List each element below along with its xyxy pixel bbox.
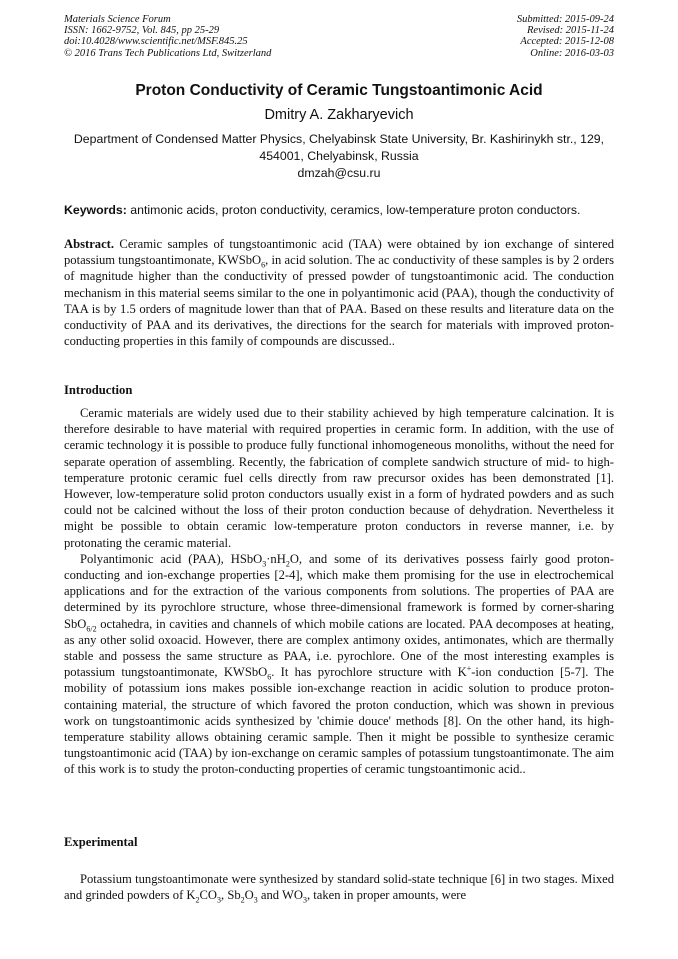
text-run: octahedra, in cavities and channels of which mobile cations are located. PAA decomposes at heating, as any other solid oxoacid. However, there are complex antimony oxides, antimonates, which are thermally stable and possess the same structure as PAA, i.e. pyrochlore. One of the most interesting examples is potassium tungstoantimonate, KWSbO (64, 616, 614, 680)
author-email[interactable]: dmzah@csu.ru (297, 166, 381, 180)
subscript: 6/2 (86, 624, 97, 634)
paragraph (64, 871, 614, 903)
paragraph (64, 551, 614, 778)
keywords-text: antimonic acids, proton conductivity, ceramics, low-temperature proton conductors. (130, 203, 581, 217)
text-run: O (244, 888, 254, 903)
online-date: Online: 2016-03-03 (530, 47, 614, 59)
keywords (64, 203, 624, 217)
subscript: 2 (195, 895, 200, 905)
issn: ISSN: 1662-9752, Vol. 845, pp 25-29 (64, 25, 220, 37)
dates-info (517, 14, 614, 59)
abstract-label: Abstract. (64, 237, 115, 251)
author-name: Dmitry A. Zakharyevich (264, 107, 414, 123)
text-run: Potassium tungstoantimonate were synthesized by standard solid-state technique [6] in two stages. Mixed and grinded powders of K (64, 872, 614, 903)
subscript: 3 (262, 559, 267, 569)
revised-date: Revised: 2015-11-24 (527, 25, 614, 37)
subscript: 6 (267, 672, 272, 682)
affiliation: Department of Condensed Matter Physics, Chelyabinsk State University, Br. Kashirinykh str., 129, 454001, Chelyabinsk, Russia (73, 132, 605, 163)
journal-name: Materials Science Forum (64, 14, 171, 25)
experimental-body (64, 871, 614, 903)
abstract (64, 236, 614, 349)
submitted-date: Submitted: 2015-09-24 (516, 14, 614, 25)
section-heading-experimental: Experimental (64, 835, 138, 849)
text-run: O, and some of its derivatives possess fairly good proton-conducting and ion-exchange properties [2-4], which make them promising for the use in electrochemical applications and for the extraction of the various components from solutions. The properties of PAA are determined by its pyrochlore structure, whose three-dimensional framework is formed by corner-sharing SbO (64, 551, 614, 631)
text-run: ·nH (266, 551, 286, 566)
text-run: -ion conduction [5-7]. The mobility of potassium ions makes possible ion-exchange reaction in acidic solution to produce proton-containing material, the structure of which favored the proton conduction, which was shown in previous work on tungstoantimonic acids synthesized by 'chimie douce' methods [8]. On the other hand, its high-temperature stability allows obtaining ceramic sample. Then it might be possible to synthesize ceramic tungstoantimonic acid (TAA) by ion-exchange on ceramic samples of potassium tungstoantimonate. The aim of this work is to study the proton-conducting properties of ceramic tungstoantimonic acid.. (64, 665, 614, 777)
paper-title: Proton Conductivity of Ceramic Tungstoantimonic Acid (135, 82, 543, 99)
subscript: 3 (253, 895, 258, 905)
abstract-text: , in acid solution. The ac conductivity of these samples is by 2 orders of magnitude higher than the conductivity of pressed powder of tungstoantimonic acid. The conduction mechanism in this material seems similar to the one in polyantimonic acid (PAA), though the conductivity of TAA is by 1.5 orders of magnitude lower than that of PAA. Based on these results and literature data on the conductivity of PAA and its derivatives, the directions for the search for materials with improved proton-conducting properties in this family of compounds are discussed.. (64, 253, 614, 349)
subscript: 3 (302, 895, 307, 905)
section-heading-introduction: Introduction (64, 383, 133, 397)
journal-info (64, 14, 271, 59)
doi[interactable]: doi:10.4028/www.scientific.net/MSF.845.25 (64, 36, 248, 48)
text-run: , taken in proper amounts, were (306, 888, 467, 903)
text-run: and WO (257, 888, 303, 903)
subscript: 3 (217, 895, 222, 905)
text-run: Polyantimonic acid (PAA), HSbO (80, 551, 263, 566)
text-run: . It has pyrochlore structure with K (271, 665, 467, 680)
superscript: + (466, 664, 472, 674)
text-run: CO (199, 888, 218, 903)
copyright: © 2016 Trans Tech Publications Ltd, Switzerland (64, 47, 272, 59)
abstract-text: Ceramic samples of tungstoantimonic acid (TAA) were obtained by ion exchange of sintered potassium tungstoantimonate, KWSbO (64, 237, 614, 268)
subscript: 2 (285, 559, 290, 569)
accepted-date: Accepted: 2015-12-08 (520, 36, 614, 48)
paragraph: Ceramic materials are widely used due to their stability achieved by high temperature calcination. It is therefore desirable to have material with required properties in ceramic form. In addition, with the use of ceramic technology it is possible to produce fully functional inhomogeneous monoliths, without the need for separate operation of assembling. Recently, the fabrication of complete sandwich structure of mid- to high-temperature protonic ceramic fuel cells directly from raw precursor oxides has been demonstrated [1]. However, low-temperature solid proton conductors usually exist in a form of hydrated powders and as such could not be calcined without the loss of their proton conduction because of dehydration. Nevertheless it might be possible to obtain ceramic low-temperature proton conductors in reverse manner, i.e. by protonating the ceramic material. (64, 406, 614, 550)
keywords-label: Keywords: (64, 203, 127, 217)
subscript: 6 (261, 260, 266, 270)
text-run: , Sb (221, 888, 241, 903)
subscript: 2 (240, 895, 245, 905)
introduction-body (64, 405, 614, 778)
